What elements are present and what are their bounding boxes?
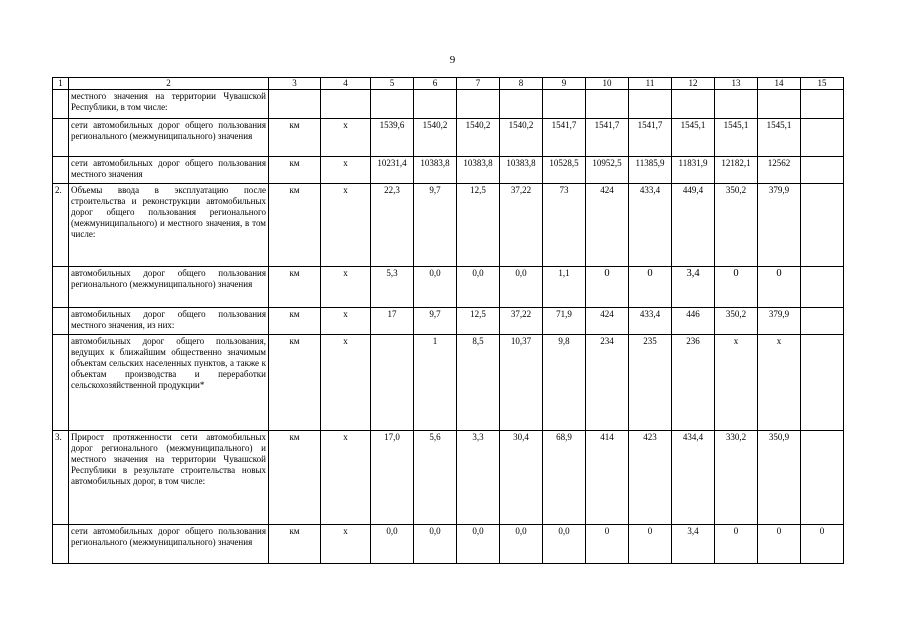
row-number [53, 308, 69, 335]
value-cell: 350,2 [715, 184, 758, 267]
unit-cell: км [269, 157, 321, 184]
row-description: автомобильных дорог общего пользования регионального (межмуниципального) значения [69, 267, 269, 308]
value-cell: 1540,2 [500, 119, 543, 157]
header-cell: 6 [414, 78, 457, 90]
value-cell: 37,22 [500, 308, 543, 335]
value-cell [457, 90, 500, 119]
value-cell: 0,0 [543, 525, 586, 564]
value-cell [543, 90, 586, 119]
value-cell: 10383,8 [500, 157, 543, 184]
value-cell: 68,9 [543, 431, 586, 525]
value-cell: 235 [629, 335, 672, 431]
value-cell: 10952,5 [586, 157, 629, 184]
value-cell: 0,0 [414, 267, 457, 308]
table-row [53, 267, 844, 308]
row-number [53, 90, 69, 119]
value-cell: 1540,2 [414, 119, 457, 157]
value-cell: 3,3 [457, 431, 500, 525]
value-cell [414, 90, 457, 119]
row-number [53, 525, 69, 564]
marker-cell: х [321, 335, 371, 431]
value-cell [629, 90, 672, 119]
header-cell: 8 [500, 78, 543, 90]
value-cell: 3,4 [672, 525, 715, 564]
value-cell: 0 [629, 525, 672, 564]
value-cell: 73 [543, 184, 586, 267]
value-cell: 1545,1 [672, 119, 715, 157]
value-cell: 0 [715, 267, 758, 308]
value-cell: 11831,9 [672, 157, 715, 184]
row-number [53, 119, 69, 157]
value-cell [586, 90, 629, 119]
value-cell: 446 [672, 308, 715, 335]
value-cell: 0,0 [500, 525, 543, 564]
header-row [53, 78, 844, 90]
value-cell: 37,22 [500, 184, 543, 267]
row-description: сети автомобильных дорог общего пользования регионального (межмуниципального) значения [69, 525, 269, 564]
header-cell: 15 [801, 78, 844, 90]
value-cell: 1 [414, 335, 457, 431]
value-cell: 12,5 [457, 184, 500, 267]
value-cell [801, 184, 844, 267]
marker-cell: х [321, 267, 371, 308]
row-description: Прирост протяженности сети автомобильных дорог регионального (межмуниципального) и местного значения на территории Чувашской Республики в результате строительства новых автомобильных дорог, в том числе: [69, 431, 269, 525]
value-cell: 433,4 [629, 308, 672, 335]
header-cell: 7 [457, 78, 500, 90]
row-description: Объемы ввода в эксплуатацию после строительства и реконструкции автомобильных дорог общего пользования регионального (межмуниципального) и местного значения, в том числе: [69, 184, 269, 267]
value-cell: 0,0 [371, 525, 414, 564]
value-cell: 414 [586, 431, 629, 525]
table-row [53, 119, 844, 157]
row-number: 3. [53, 431, 69, 525]
row-description: автомобильных дорог общего пользования местного значения, из них: [69, 308, 269, 335]
unit-cell: км [269, 431, 321, 525]
row-number [53, 335, 69, 431]
value-cell: 9,7 [414, 308, 457, 335]
header-cell: 4 [321, 78, 371, 90]
value-cell: 330,2 [715, 431, 758, 525]
value-cell: 0,0 [414, 525, 457, 564]
row-number [53, 157, 69, 184]
value-cell: 0 [758, 267, 801, 308]
value-cell: 0,0 [500, 267, 543, 308]
value-cell [801, 267, 844, 308]
value-cell: 10383,8 [457, 157, 500, 184]
value-cell: 1,1 [543, 267, 586, 308]
unit-cell: км [269, 267, 321, 308]
value-cell: 1539,6 [371, 119, 414, 157]
marker-cell: х [321, 308, 371, 335]
value-cell: 236 [672, 335, 715, 431]
value-cell: 0 [586, 525, 629, 564]
value-cell: 5,6 [414, 431, 457, 525]
value-cell: 234 [586, 335, 629, 431]
header-cell: 10 [586, 78, 629, 90]
value-cell: 433,4 [629, 184, 672, 267]
value-cell: 8,5 [457, 335, 500, 431]
row-number: 2. [53, 184, 69, 267]
value-cell: 3,4 [672, 267, 715, 308]
value-cell [371, 90, 414, 119]
value-cell: 350,2 [715, 308, 758, 335]
value-cell: 1541,7 [629, 119, 672, 157]
header-cell: 12 [672, 78, 715, 90]
row-description: автомобильных дорог общего пользования, ведущих к ближайшим общественно значимым объектам сельских населенных пунктов, а также к объектам производства и переработки сельскохозяйственной продукции* [69, 335, 269, 431]
value-cell [715, 90, 758, 119]
value-cell: 10528,5 [543, 157, 586, 184]
table-row [53, 184, 844, 267]
value-cell: 424 [586, 184, 629, 267]
header-cell: 14 [758, 78, 801, 90]
value-cell: 12562 [758, 157, 801, 184]
value-cell: 0 [801, 525, 844, 564]
indicators-table [52, 77, 844, 564]
table-row [53, 90, 844, 119]
marker-cell [321, 90, 371, 119]
value-cell: 11385,9 [629, 157, 672, 184]
unit-cell: км [269, 335, 321, 431]
row-description: сети автомобильных дорог общего пользования местного значения [69, 157, 269, 184]
table-row [53, 308, 844, 335]
value-cell: 0,0 [457, 525, 500, 564]
value-cell: 10383,8 [414, 157, 457, 184]
unit-cell: км [269, 184, 321, 267]
value-cell: 17 [371, 308, 414, 335]
value-cell: 12,5 [457, 308, 500, 335]
value-cell [801, 157, 844, 184]
value-cell: 17,0 [371, 431, 414, 525]
value-cell [801, 335, 844, 431]
header-cell: 13 [715, 78, 758, 90]
header-cell: 11 [629, 78, 672, 90]
value-cell: 350,9 [758, 431, 801, 525]
value-cell: 10,37 [500, 335, 543, 431]
value-cell: 30,4 [500, 431, 543, 525]
unit-cell: км [269, 525, 321, 564]
value-cell [672, 90, 715, 119]
value-cell: 1541,7 [543, 119, 586, 157]
value-cell: 0 [758, 525, 801, 564]
value-cell: 379,9 [758, 308, 801, 335]
value-cell [801, 308, 844, 335]
value-cell: 423 [629, 431, 672, 525]
header-cell: 3 [269, 78, 321, 90]
row-description: сети автомобильных дорог общего пользования регионального (межмуниципального) значения [69, 119, 269, 157]
table-row [53, 525, 844, 564]
unit-cell [269, 90, 321, 119]
row-number [53, 267, 69, 308]
header-cell: 2 [69, 78, 269, 90]
value-cell: 9,8 [543, 335, 586, 431]
table-row [53, 157, 844, 184]
value-cell: 1545,1 [758, 119, 801, 157]
value-cell [801, 90, 844, 119]
marker-cell: х [321, 184, 371, 267]
marker-cell: х [321, 157, 371, 184]
marker-cell: х [321, 525, 371, 564]
value-cell [371, 335, 414, 431]
row-description: местного значения на территории Чувашской Республики, в том числе: [69, 90, 269, 119]
value-cell [801, 431, 844, 525]
value-cell: 1545,1 [715, 119, 758, 157]
value-cell: 1540,2 [457, 119, 500, 157]
page-number: 9 [449, 54, 456, 66]
value-cell: х [715, 335, 758, 431]
value-cell: х [758, 335, 801, 431]
marker-cell: х [321, 431, 371, 525]
unit-cell: км [269, 119, 321, 157]
value-cell: 10231,4 [371, 157, 414, 184]
unit-cell: км [269, 308, 321, 335]
table-row [53, 335, 844, 431]
value-cell [801, 119, 844, 157]
header-cell: 1 [53, 78, 69, 90]
value-cell: 0,0 [457, 267, 500, 308]
value-cell [500, 90, 543, 119]
value-cell: 22,3 [371, 184, 414, 267]
value-cell: 71,9 [543, 308, 586, 335]
value-cell: 0 [715, 525, 758, 564]
header-cell: 5 [371, 78, 414, 90]
value-cell: 379,9 [758, 184, 801, 267]
table-row [53, 431, 844, 525]
marker-cell: х [321, 119, 371, 157]
value-cell: 0 [586, 267, 629, 308]
value-cell: 0 [629, 267, 672, 308]
value-cell: 12182,1 [715, 157, 758, 184]
value-cell: 9,7 [414, 184, 457, 267]
value-cell: 434,4 [672, 431, 715, 525]
value-cell: 449,4 [672, 184, 715, 267]
value-cell: 1541,7 [586, 119, 629, 157]
value-cell [758, 90, 801, 119]
value-cell: 5,3 [371, 267, 414, 308]
header-cell: 9 [543, 78, 586, 90]
value-cell: 424 [586, 308, 629, 335]
